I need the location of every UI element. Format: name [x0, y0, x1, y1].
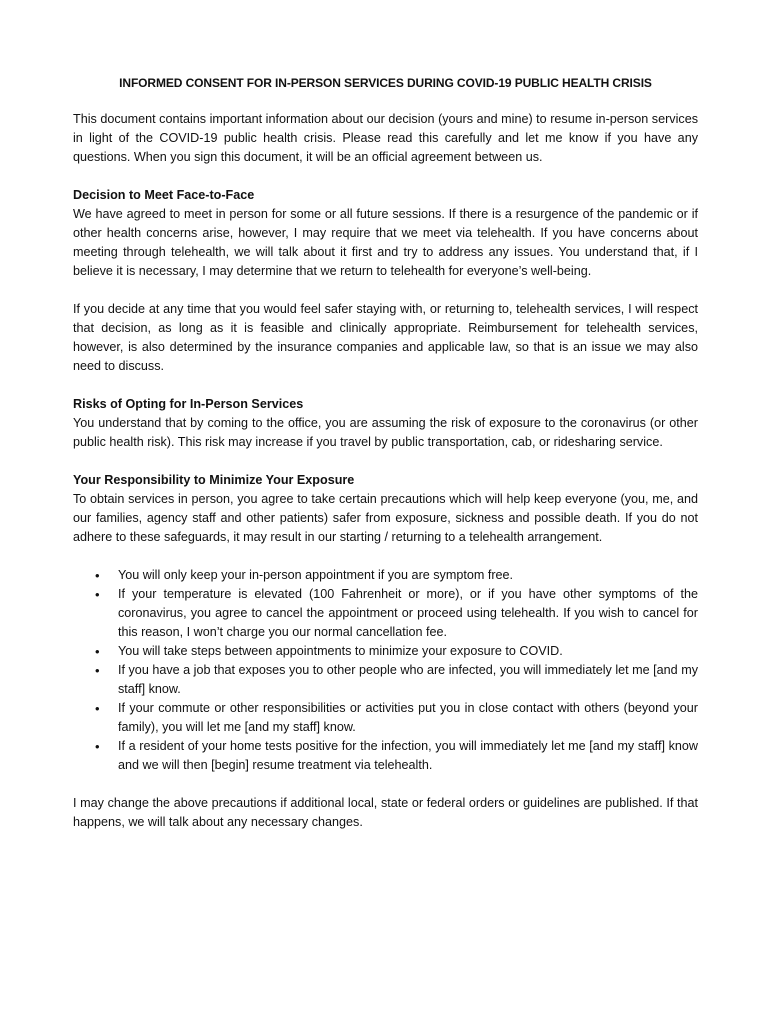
list-item-text: If a resident of your home tests positive for the infection, you will immediately let me [and my staff] know and we will then [begin] resume treatment via telehealth.: [118, 739, 698, 772]
section-heading-decision: Decision to Meet Face-to-Face: [73, 188, 255, 202]
section-decision-paragraph-2: If you decide at any time that you would feel safer staying with, or returning to, telehealth services, I will respect that decision, as long as it is feasible and clinically appropriate. Reimbursement for telehealth services, however, is also determined by the insurance companies and applicable law, so that is an issue we may also need to discuss.: [73, 302, 698, 373]
section-heading-responsibility: Your Responsibility to Minimize Your Exposure: [73, 473, 355, 487]
bullet-icon: •: [95, 568, 100, 583]
document-title: INFORMED CONSENT FOR IN-PERSON SERVICES DURING COVID-19 PUBLIC HEALTH CRISIS: [119, 76, 652, 90]
list-item-text: You will take steps between appointments to minimize your exposure to COVID.: [118, 644, 563, 658]
bullet-icon: •: [95, 739, 100, 754]
list-item: [95, 585, 698, 642]
section-heading-risks: Risks of Opting for In-Person Services: [73, 397, 304, 411]
list-item-text: You will only keep your in-person appointment if you are symptom free.: [118, 568, 514, 582]
bullet-icon: •: [95, 663, 100, 678]
intro-paragraph: This document contains important information about our decision (yours and mine) to resume in-person services in light of the COVID-19 public health crisis. Please read this carefully and let me know if you have any questions. When you sign this document, it will be an official agreement between us.: [73, 112, 698, 164]
precautions-list: [73, 566, 698, 775]
section-responsibility-paragraph-1: To obtain services in person, you agree to take certain precautions which will help keep everyone (you, me, and our families, agency staff and other patients) safer from exposure, sickness and possible death. If you do not adhere to these safeguards, it may result in our starting / returning to a telehealth arrangement.: [73, 492, 698, 544]
section-risks: [73, 395, 698, 452]
list-item: [95, 699, 698, 737]
list-item: [95, 661, 698, 699]
list-item-text: If you have a job that exposes you to other people who are infected, you will immediately let me [and my staff] know.: [118, 663, 698, 696]
bullet-icon: •: [95, 587, 100, 602]
section-decision: [73, 186, 698, 376]
section-responsibility: [73, 471, 698, 775]
closing-paragraph: I may change the above precautions if additional local, state or federal orders or guidelines are published. If that happens, we will talk about any necessary changes.: [73, 796, 698, 829]
list-item-text: If your temperature is elevated (100 Fahrenheit or more), or if you have other symptoms of the coronavirus, you agree to cancel the appointment or proceed using telehealth. If you wish to cancel for this reason, I won’t charge you our normal cancellation fee.: [118, 587, 698, 639]
list-item: [95, 642, 698, 661]
list-item-text: If your commute or other responsibilities or activities put you in close contact with others (beyond your family), you will let me [and my staff] know.: [118, 701, 698, 734]
bullet-icon: •: [95, 644, 100, 659]
section-decision-paragraph-1: We have agreed to meet in person for some or all future sessions. If there is a resurgence of the pandemic or if other health concerns arise, however, I may require that we meet via telehealth. If you have concerns about meeting through telehealth, we will talk about it first and try to address any issues. You understand that, if I believe it is necessary, I may determine that we return to telehealth for everyone’s well-being.: [73, 207, 698, 278]
list-item: [95, 566, 698, 585]
section-risks-paragraph-1: You understand that by coming to the office, you are assuming the risk of exposure to the coronavirus (or other public health risk). This risk may increase if you travel by public transportation, cab, or ridesharing service.: [73, 416, 698, 449]
bullet-icon: •: [95, 701, 100, 716]
list-item: [95, 737, 698, 775]
